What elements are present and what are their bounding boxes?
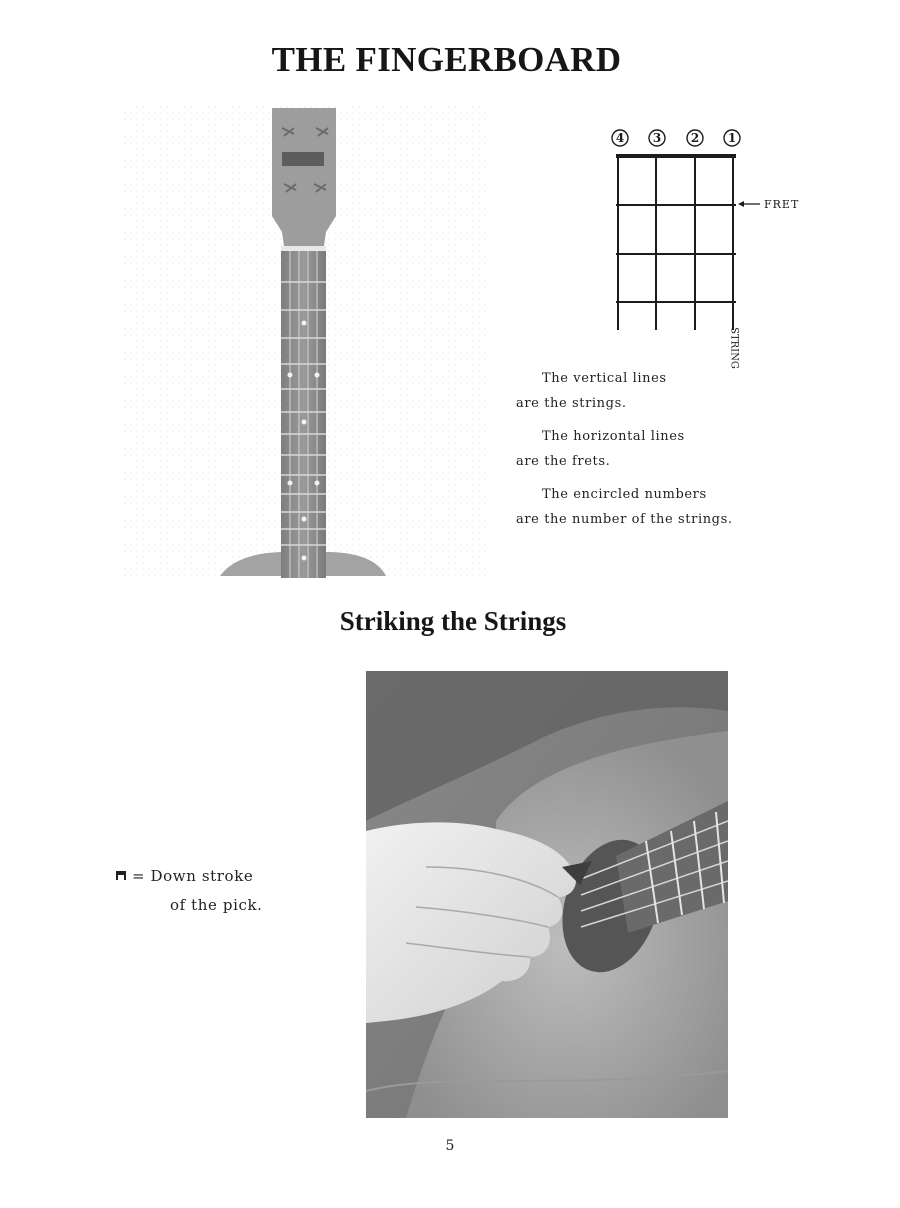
explanation-line: The encircled numbers [542,487,707,502]
explanation-line: are the number of the strings. [516,512,733,527]
string-number-4: 4 [615,131,625,145]
fret-pointer [738,198,799,211]
ukulele-neck-illustration [124,106,488,578]
legend-line: = Down stroke [132,867,254,885]
down-stroke-symbol-icon [116,871,126,880]
fret-label: FRET [764,198,800,211]
explanation-line: are the frets. [516,454,611,469]
down-stroke-legend [116,862,316,920]
string-number-markers [612,130,740,146]
explanation-line: The horizontal lines [542,429,685,444]
legend-line: of the pick. [170,896,263,914]
diagram-explanation [516,366,776,540]
explanation-line: are the strings. [516,396,627,411]
string-number-3: 3 [652,131,662,145]
string-number-2: 2 [690,131,700,145]
string-label: STRING [728,327,740,369]
striking-strings-photo [366,671,728,1118]
section-title: Striking the Strings [339,606,567,636]
page-number: 5 [445,1138,455,1154]
string-number-1: 1 [727,131,737,145]
page-title: THE FINGERBOARD [271,40,622,79]
explanation-line: The vertical lines [542,371,667,386]
